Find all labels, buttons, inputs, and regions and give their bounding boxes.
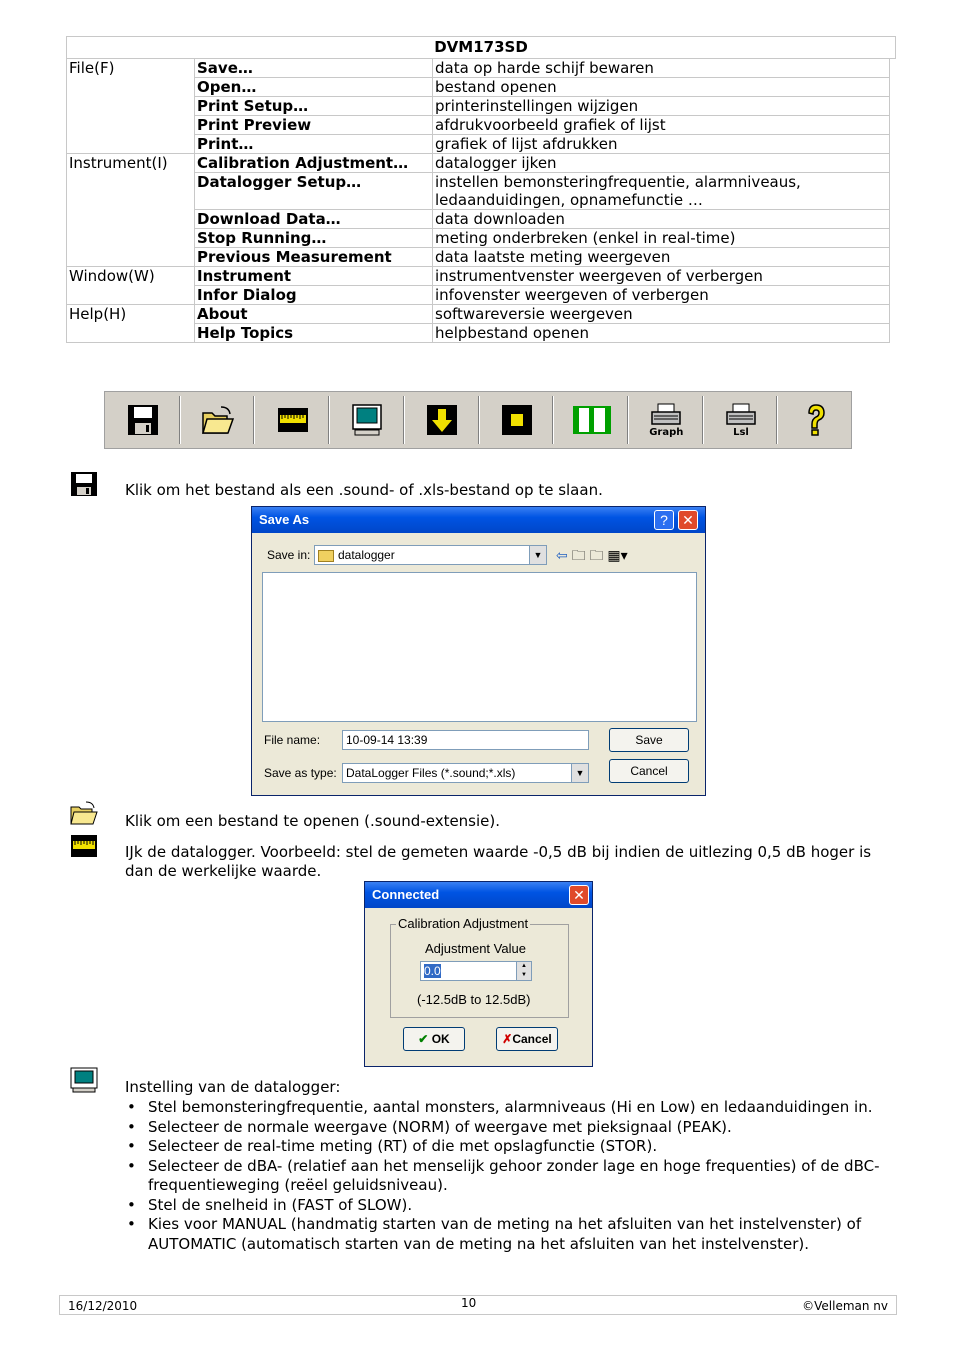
menu-description: helpbestand openen <box>433 324 890 343</box>
open-description: Klik om een bestand te openen (.sound-extensie). <box>125 812 501 830</box>
save-as-dialog <box>251 506 706 796</box>
back-arrow-icon[interactable]: ⇦ <box>556 547 568 563</box>
save-type-dropdown[interactable] <box>342 763 589 783</box>
menu-command: About <box>195 305 433 324</box>
help-icon: ? <box>660 512 668 528</box>
cancel-button[interactable]: Cancel <box>609 759 689 783</box>
adjustment-value-input[interactable] <box>420 961 532 981</box>
table-row <box>67 59 890 78</box>
group-label: Calibration Adjustment <box>398 916 529 931</box>
menu-command: Open… <box>195 78 433 97</box>
menu-command: Calibration Adjustment… <box>195 154 433 173</box>
file-list-area[interactable] <box>262 572 697 722</box>
close-button[interactable] <box>678 510 698 530</box>
dialog-title: Save As <box>252 507 705 533</box>
save-description: Klik om het bestand als een .sound- of .xls-bestand op te slaan. <box>125 481 603 499</box>
table-row <box>67 154 890 173</box>
menu-command: Print… <box>195 135 433 154</box>
menu-group-instrument: Instrument(I) <box>67 154 195 267</box>
menu-description: bestand openen <box>433 78 890 97</box>
menu-command: Print Preview <box>195 116 433 135</box>
print-graph-icon <box>649 403 683 427</box>
menu-description: afdrukvoorbeeld grafiek of lijst <box>433 116 890 135</box>
menu-description: softwareversie weergeven <box>433 305 890 324</box>
download-arrow-icon <box>425 403 459 437</box>
menu-command: Stop Running… <box>195 229 433 248</box>
checkmark-icon: ✔ <box>418 1032 429 1046</box>
menu-group-window: Window(W) <box>67 267 195 305</box>
ok-label: OK <box>431 1032 450 1046</box>
toolbar-download-button[interactable] <box>407 396 479 444</box>
table-row <box>67 305 890 324</box>
list-item: • Stel bemonsteringfrequentie, aantal monsters, alarmniveaus (Hi en Low) en ledaanduidingen in. <box>125 1098 885 1118</box>
nav-icons <box>556 545 628 569</box>
menu-description: grafiek of lijst afdrukken <box>433 135 890 154</box>
page-footer <box>59 1295 897 1315</box>
toolbar-save-button[interactable] <box>108 396 180 444</box>
list-item: • Stel de snelheid in (FAST of SLOW). <box>125 1196 885 1216</box>
menu-description: meting onderbreken (enkel in real-time) <box>433 229 890 248</box>
setup-description: Instelling van de datalogger: <box>125 1078 341 1096</box>
chevron-down-icon[interactable]: ▼ <box>529 546 546 564</box>
columns-icon <box>572 404 612 436</box>
menu-description: printerinstellingen wijzigen <box>433 97 890 116</box>
chevron-down-icon[interactable]: ▼ <box>571 764 588 782</box>
menu-command: Download Data… <box>195 210 433 229</box>
monitor-icon <box>70 1067 98 1093</box>
menu-command: Instrument <box>195 267 433 286</box>
save-icon <box>126 403 160 437</box>
ruler-icon <box>70 833 98 859</box>
menu-description: datalogger ijken <box>433 154 890 173</box>
menu-reference-table <box>66 58 890 343</box>
close-icon: ✕ <box>573 887 585 903</box>
ruler-icon <box>276 405 310 435</box>
open-folder-icon <box>70 801 98 827</box>
list-item: • Selecteer de real-time meting (RT) of die met opslagfunctie (STOR). <box>125 1137 885 1157</box>
save-in-dropdown[interactable] <box>314 545 547 565</box>
help-icon <box>801 402 831 438</box>
menu-command: Print Setup… <box>195 97 433 116</box>
folder-icon <box>318 550 334 562</box>
menu-description: infovenster weergeven of verbergen <box>433 286 890 305</box>
menu-group-file: File(F) <box>67 59 195 154</box>
menu-command: Datalogger Setup… <box>195 173 433 210</box>
menu-description: data downloaden <box>433 210 890 229</box>
menu-command: Save… <box>195 59 433 78</box>
monitor-icon <box>350 403 384 437</box>
save-type-value: DataLogger Files (*.sound;*.xls) <box>346 766 516 780</box>
cancel-label: Cancel <box>512 1032 552 1046</box>
adjustment-value: 0.0 <box>424 964 441 978</box>
cancel-button[interactable] <box>496 1027 558 1051</box>
spin-stepper[interactable]: ▲ ▼ <box>516 962 531 980</box>
footer-copyright: ©Velleman nv <box>802 1299 888 1313</box>
save-button[interactable]: Save <box>609 728 689 752</box>
app-toolbar <box>104 391 852 449</box>
setup-bullet-list <box>125 1098 885 1254</box>
calibration-description: IJk de datalogger. Voorbeeld: stel de gemeten waarde -0,5 dB bij indien de uitlezing 0,5 dB hoger is dan de werkelijke waarde. <box>125 843 872 880</box>
menu-command: Help Topics <box>195 324 433 343</box>
toolbar-stop-button[interactable] <box>482 396 554 444</box>
toolbar-open-button[interactable] <box>183 396 255 444</box>
footer-page-number: 10 <box>461 1296 477 1310</box>
open-folder-icon <box>201 405 235 435</box>
save-in-value: datalogger <box>338 548 395 562</box>
up-folder-icon[interactable]: 🗀 <box>571 547 586 563</box>
close-icon: ✕ <box>682 512 694 528</box>
view-menu-icon[interactable]: ▦▾ <box>607 547 628 563</box>
toolbar-print-list-button[interactable] <box>706 396 778 444</box>
menu-command: Previous Measurement <box>195 248 433 267</box>
toolbar-setup-button[interactable] <box>332 396 404 444</box>
range-label: (-12.5dB to 12.5dB) <box>417 992 531 1007</box>
ok-button[interactable] <box>403 1027 465 1051</box>
table-row <box>67 267 890 286</box>
file-name-label: File name: <box>264 733 321 747</box>
cancel-x-icon: ✗ <box>502 1032 513 1046</box>
menu-group-help: Help(H) <box>67 305 195 343</box>
toolbar-print-graph-button[interactable] <box>631 396 703 444</box>
save-in-label: Save in: <box>267 548 311 562</box>
list-item: • Kies voor MANUAL (handmatig starten van de meting na het afsluiten van het instelvenster) of AUTOMATIC (automatisch starten van de meting na het afsluiten van het instelvenster). <box>125 1215 885 1254</box>
close-button[interactable] <box>569 885 589 905</box>
menu-description: data op harde schijf bewaren <box>433 59 890 78</box>
list-label: Lsl <box>733 426 749 438</box>
help-button[interactable] <box>654 510 674 530</box>
calibration-dialog <box>364 881 593 1067</box>
save-type-label: Save as type: <box>264 766 337 780</box>
list-item: • Selecteer de dBA- (relatief aan het menselijk gehoor zonder lage en hoge frequenties) of de dBC-frequentieweging (reëel geluidsniveau). <box>125 1157 885 1196</box>
file-name-input[interactable]: 10-09-14 13:39 <box>342 730 589 750</box>
menu-description: instellen bemonsteringfrequentie, alarmniveaus, ledaanduidingen, opnamefunctie … <box>433 173 890 210</box>
list-item: • Selecteer de normale weergave (NORM) of weergave met pieksignaal (PEAK). <box>125 1118 885 1138</box>
graph-label: Graph <box>649 426 684 438</box>
page-header-title: DVM173SD <box>66 36 896 59</box>
menu-description: data laatste meting weergeven <box>433 248 890 267</box>
new-folder-icon[interactable]: 🗀 <box>589 547 604 563</box>
dialog-title: Connected <box>365 882 592 908</box>
adjustment-value-label: Adjustment Value <box>425 941 526 956</box>
stop-icon <box>500 403 534 437</box>
save-icon <box>70 471 98 497</box>
footer-date: 16/12/2010 <box>68 1299 138 1313</box>
toolbar-calibrate-button[interactable] <box>257 396 329 444</box>
toolbar-previous-button[interactable] <box>556 396 628 444</box>
menu-command: Infor Dialog <box>195 286 433 305</box>
print-list-icon <box>724 403 758 427</box>
menu-description: instrumentvenster weergeven of verbergen <box>433 267 890 286</box>
toolbar-help-button[interactable] <box>780 396 851 444</box>
